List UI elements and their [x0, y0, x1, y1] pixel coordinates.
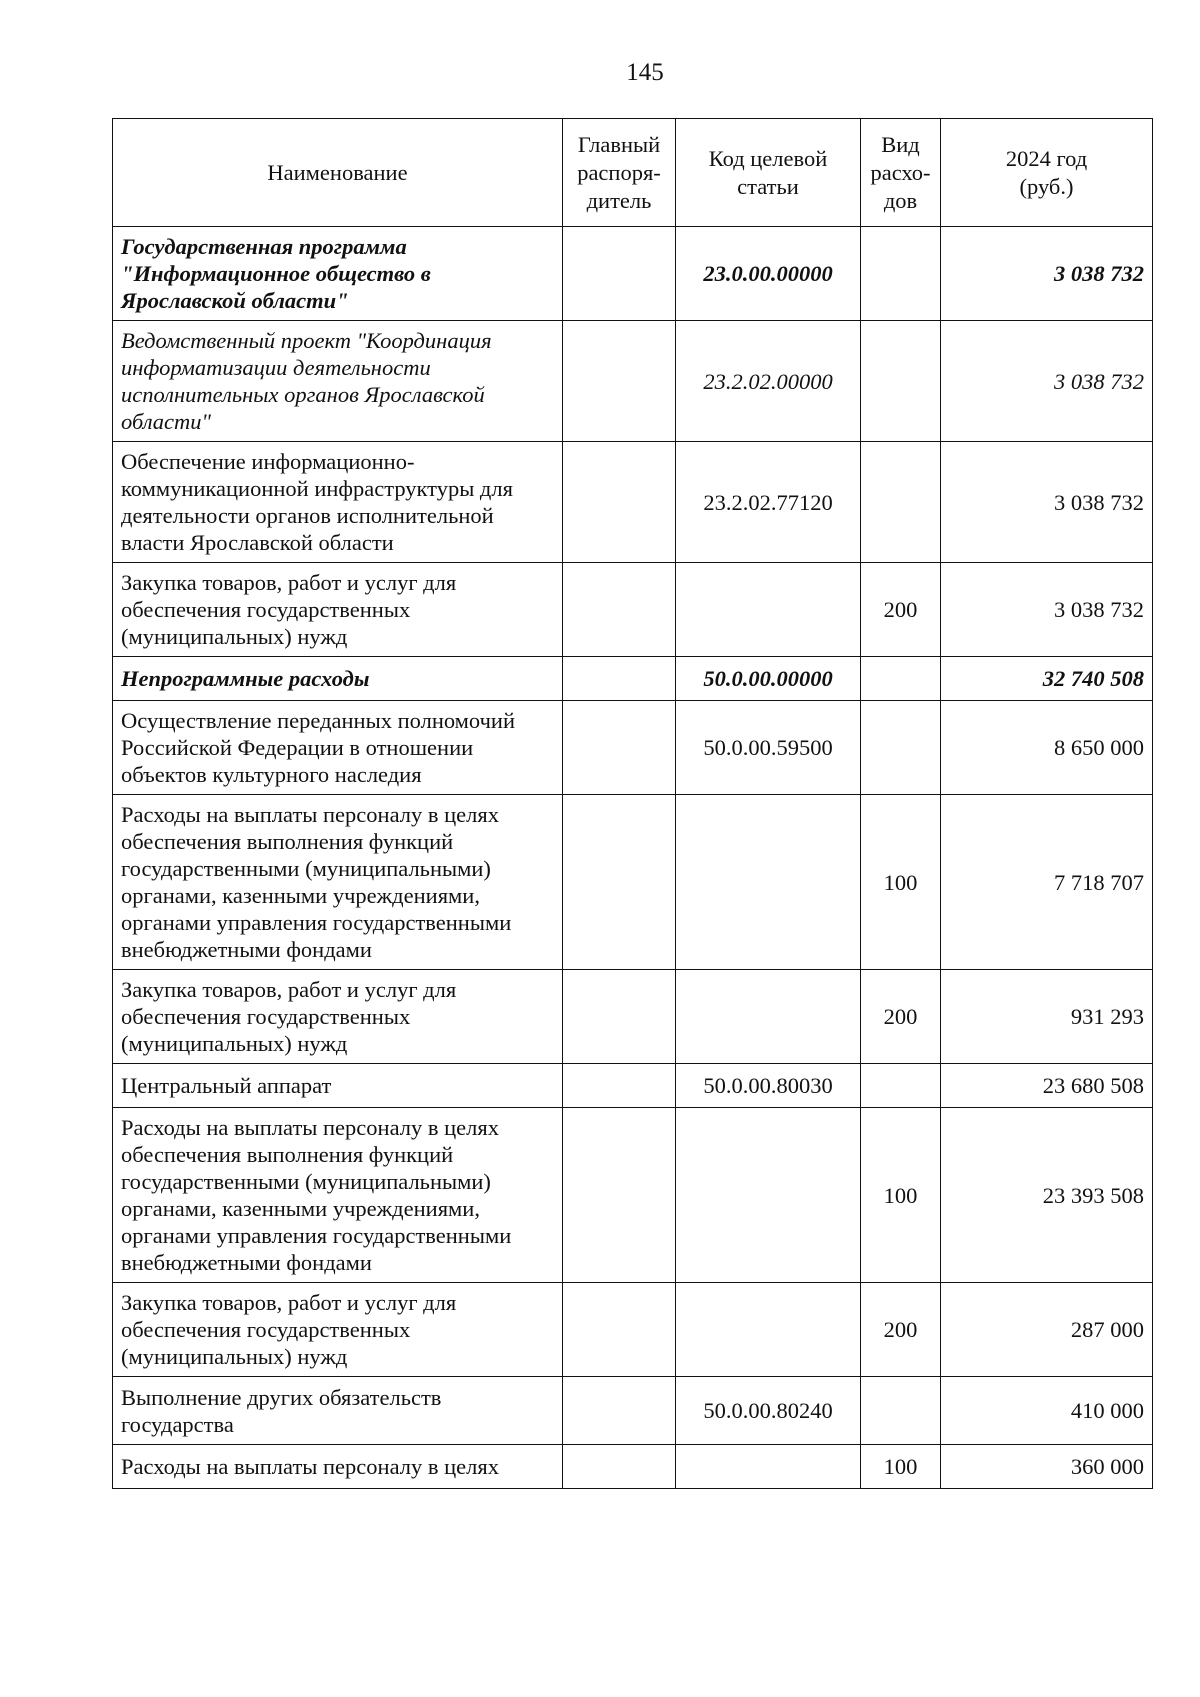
cell-amount: 3 038 732	[941, 442, 1153, 563]
table-row	[113, 970, 1153, 1064]
table-row	[113, 1108, 1153, 1283]
cell-name: Выполнение других обязательств государства	[113, 1377, 563, 1445]
cell-expense-kind: 100	[861, 1445, 941, 1489]
cell-expense-kind: 100	[861, 1108, 941, 1283]
cell-name: Расходы на выплаты персоналу в целях обеспечения выполнения функций государственными (муниципальными) органами, казенными учреждениями, органами управления государственными внебюджетными фондами	[113, 795, 563, 970]
cell-main-manager	[563, 701, 676, 795]
cell-amount: 410 000	[941, 1377, 1153, 1445]
cell-main-manager	[563, 227, 676, 321]
cell-name: Государственная программа "Информационное общество в Ярославской области"	[113, 227, 563, 321]
cell-main-manager	[563, 321, 676, 442]
table-row	[113, 1283, 1153, 1377]
header-target-code: Код целевой статьи	[676, 119, 861, 227]
cell-expense-kind: 200	[861, 563, 941, 657]
table-row	[113, 227, 1153, 321]
cell-name: Осуществление переданных полномочий Российской Федерации в отношении объектов культурного наследия	[113, 701, 563, 795]
cell-target-code	[676, 1108, 861, 1283]
table-row	[113, 321, 1153, 442]
cell-amount: 3 038 732	[941, 227, 1153, 321]
cell-main-manager	[563, 442, 676, 563]
page-number: 145	[626, 59, 664, 86]
cell-target-code: 23.0.00.00000	[676, 227, 861, 321]
cell-amount: 7 718 707	[941, 795, 1153, 970]
table-row	[113, 1064, 1153, 1108]
table-row	[113, 795, 1153, 970]
cell-target-code: 50.0.00.80030	[676, 1064, 861, 1108]
cell-expense-kind	[861, 701, 941, 795]
cell-name: Центральный аппарат	[113, 1064, 563, 1108]
table-body	[113, 227, 1153, 1489]
cell-target-code: 50.0.00.59500	[676, 701, 861, 795]
cell-expense-kind: 200	[861, 1283, 941, 1377]
cell-target-code: 50.0.00.00000	[676, 657, 861, 701]
table-row	[113, 563, 1153, 657]
cell-amount: 32 740 508	[941, 657, 1153, 701]
cell-amount: 3 038 732	[941, 563, 1153, 657]
cell-name: Расходы на выплаты персоналу в целях обеспечения выполнения функций государственными (муниципальными) органами, казенными учреждениями, органами управления государственными внебюджетными фондами	[113, 1108, 563, 1283]
cell-name: Закупка товаров, работ и услуг для обеспечения государственных (муниципальных) нужд	[113, 970, 563, 1064]
header-amount: 2024 год (руб.)	[941, 119, 1153, 227]
table-row	[113, 701, 1153, 795]
cell-main-manager	[563, 1283, 676, 1377]
cell-main-manager	[563, 1108, 676, 1283]
cell-amount: 360 000	[941, 1445, 1153, 1489]
cell-main-manager	[563, 970, 676, 1064]
cell-amount: 8 650 000	[941, 701, 1153, 795]
cell-target-code	[676, 563, 861, 657]
cell-expense-kind	[861, 321, 941, 442]
table-row	[113, 1377, 1153, 1445]
cell-target-code: 50.0.00.80240	[676, 1377, 861, 1445]
cell-target-code	[676, 1283, 861, 1377]
cell-target-code	[676, 970, 861, 1064]
cell-expense-kind	[861, 1377, 941, 1445]
header-main-manager: Главный распоря- дитель	[563, 119, 676, 227]
header-expense-kind: Вид расхо- дов	[861, 119, 941, 227]
cell-expense-kind: 100	[861, 795, 941, 970]
cell-amount: 287 000	[941, 1283, 1153, 1377]
cell-target-code	[676, 1445, 861, 1489]
cell-name: Закупка товаров, работ и услуг для обеспечения государственных (муниципальных) нужд	[113, 1283, 563, 1377]
table-row	[113, 442, 1153, 563]
budget-table	[112, 118, 1153, 1489]
cell-amount: 931 293	[941, 970, 1153, 1064]
cell-target-code: 23.2.02.77120	[676, 442, 861, 563]
cell-main-manager	[563, 1064, 676, 1108]
cell-name: Непрограммные расходы	[113, 657, 563, 701]
cell-target-code	[676, 795, 861, 970]
cell-name: Закупка товаров, работ и услуг для обеспечения государственных (муниципальных) нужд	[113, 563, 563, 657]
cell-expense-kind	[861, 227, 941, 321]
cell-main-manager	[563, 1377, 676, 1445]
cell-amount: 23 393 508	[941, 1108, 1153, 1283]
table-row	[113, 657, 1153, 701]
cell-name: Обеспечение информационно-коммуникационной инфраструктуры для деятельности органов исполнительной власти Ярославской области	[113, 442, 563, 563]
table-row	[113, 1445, 1153, 1489]
header-name: Наименование	[113, 119, 563, 227]
cell-main-manager	[563, 657, 676, 701]
cell-main-manager	[563, 563, 676, 657]
cell-main-manager	[563, 1445, 676, 1489]
cell-amount: 3 038 732	[941, 321, 1153, 442]
cell-target-code: 23.2.02.00000	[676, 321, 861, 442]
cell-expense-kind	[861, 1064, 941, 1108]
cell-main-manager	[563, 795, 676, 970]
cell-expense-kind: 200	[861, 970, 941, 1064]
cell-amount: 23 680 508	[941, 1064, 1153, 1108]
cell-expense-kind	[861, 657, 941, 701]
cell-name: Расходы на выплаты персоналу в целях	[113, 1445, 563, 1489]
cell-expense-kind	[861, 442, 941, 563]
table-header-row	[113, 119, 1153, 227]
cell-name: Ведомственный проект "Координация информатизации деятельности исполнительных органов Ярославской области"	[113, 321, 563, 442]
